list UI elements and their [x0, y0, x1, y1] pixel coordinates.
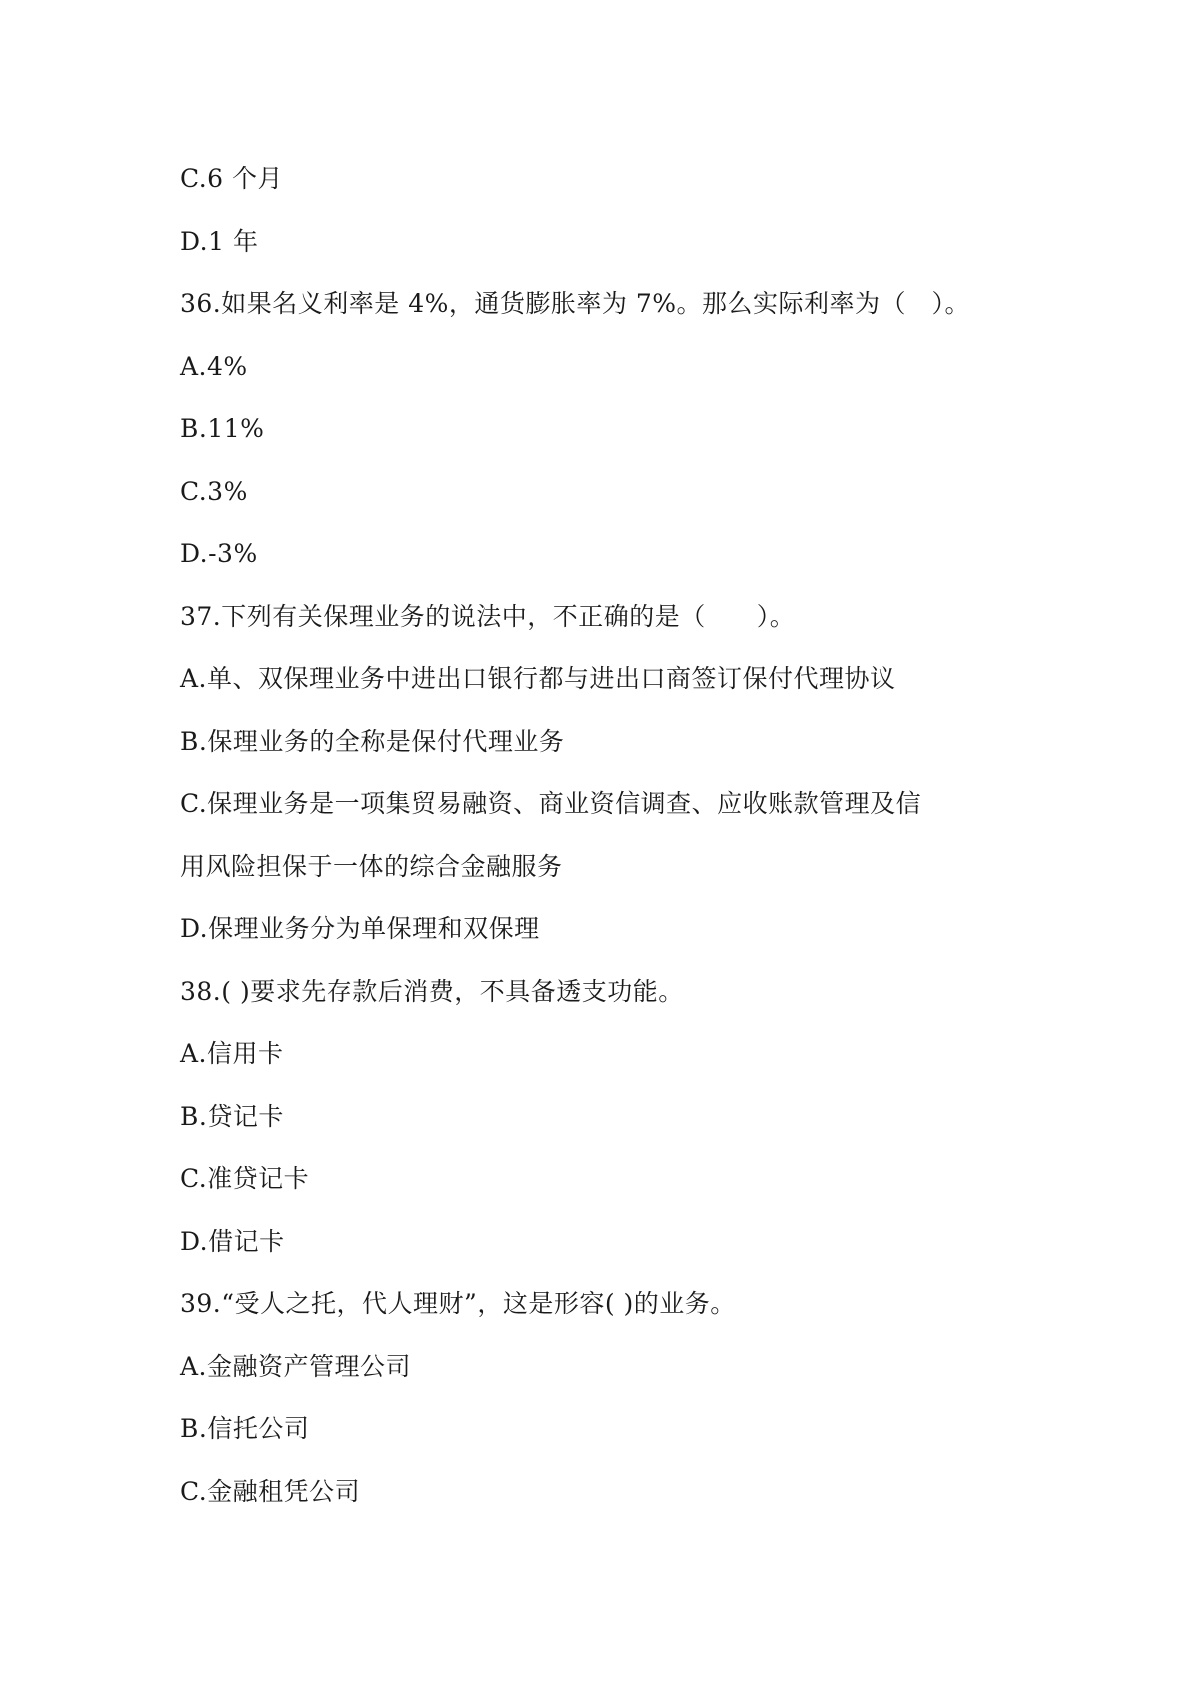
- document-page: [180, 148, 1060, 1523]
- option-36b: B.11%: [180, 414, 265, 443]
- option-36a: A.4%: [180, 351, 248, 381]
- question-36: 36.如果名义利率是 4%，通货膨胀率为 7%。那么实际利率为（ ）。: [180, 289, 970, 318]
- option-35c: C.6 个月: [180, 164, 284, 193]
- option-36d: D.-3%: [180, 539, 258, 568]
- option-37c: C.保理业务是一项集贸易融资、商业资信调查、应收账款管理及信: [180, 789, 922, 818]
- option-35d: D.1 年: [180, 226, 259, 256]
- option-36c: C.3%: [180, 476, 248, 506]
- option-37a: A.单、双保理业务中进出口银行都与进出口商签订保付代理协议: [180, 664, 896, 693]
- question-39: 39.“受人之托，代人理财”，这是形容( )的业务。: [180, 1289, 736, 1318]
- option-38c: C.准贷记卡: [180, 1164, 310, 1193]
- option-38a: A.信用卡: [180, 1039, 284, 1068]
- option-39c: C.金融租凭公司: [180, 1476, 361, 1506]
- option-37b: B.保理业务的全称是保付代理业务: [180, 726, 565, 756]
- option-38b: B.贷记卡: [180, 1101, 284, 1131]
- option-39b: B.信托公司: [180, 1414, 310, 1443]
- option-39a: A.金融资产管理公司: [180, 1351, 412, 1381]
- option-38d: D.借记卡: [180, 1226, 285, 1256]
- question-38: 38.( )要求先存款后消费，不具备透支功能。: [180, 976, 684, 1006]
- option-37d: D.保理业务分为单保理和双保理: [180, 914, 540, 943]
- option-37c-continued: 用风险担保于一体的综合金融服务: [180, 851, 563, 881]
- question-37: 37.下列有关保理业务的说法中，不正确的是（ ）。: [180, 601, 796, 631]
